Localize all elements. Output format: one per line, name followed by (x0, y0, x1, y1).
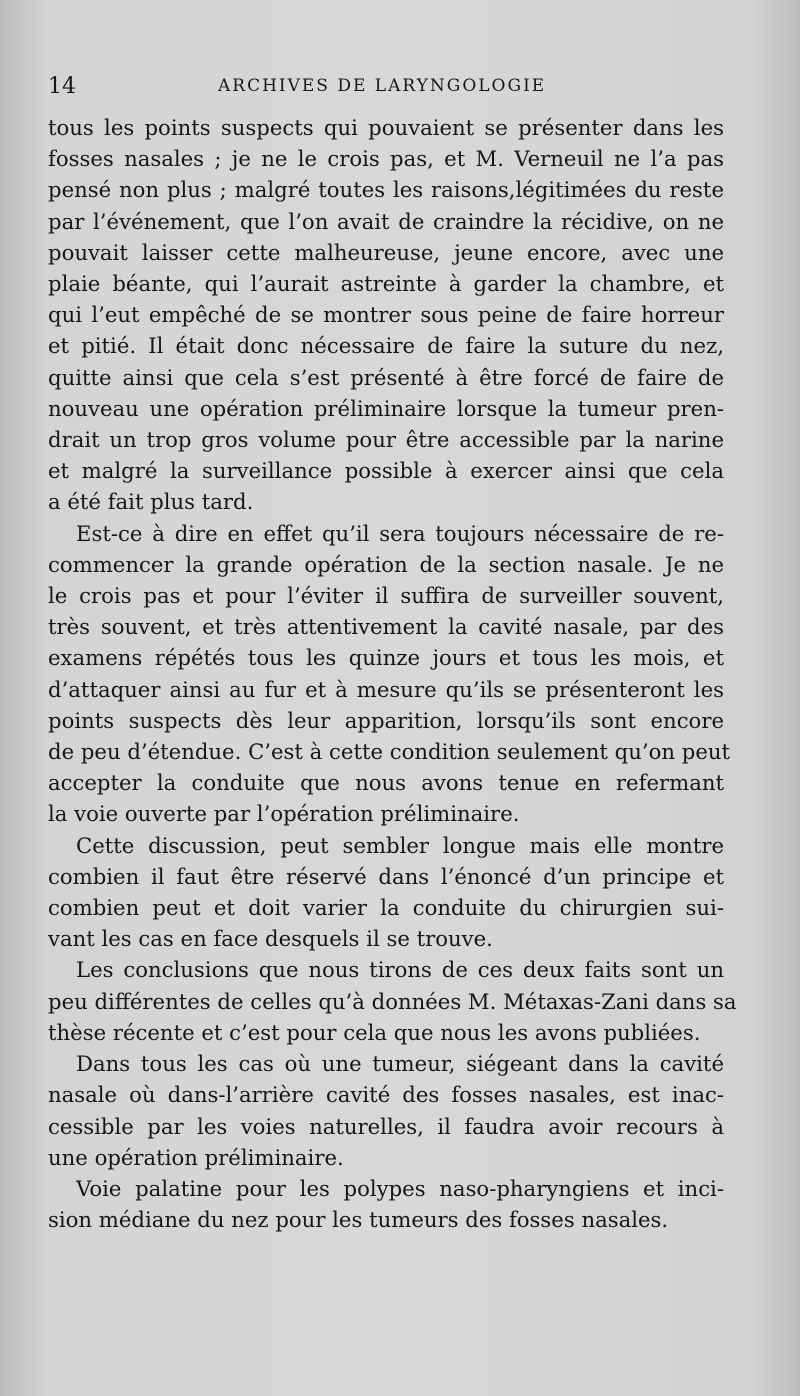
text-line: Dans tous les cas où une tumeur, siégeant dans la cavité (76, 1051, 724, 1077)
paragraph (48, 954, 737, 1048)
text-line: points suspects dès leur apparition, lorsqu’ils sont encore (48, 707, 724, 733)
text-line: thèse récente et c’est pour cela que nous les avons publiées. (48, 1019, 701, 1045)
text-line: pouvait laisser cette malheureuse, jeune encore, avec une (48, 239, 724, 265)
text-line: cessible par les voies naturelles, il faudra avoir recours à (48, 1113, 724, 1139)
text-line: par l’événement, que l’on avait de craindre la récidive, on ne (48, 208, 724, 234)
text-line: pensé non plus ; malgré toutes les raisons,légitimées du reste (48, 177, 724, 203)
text-line: plaie béante, qui l’aurait astreinte à garder la chambre, et (48, 271, 724, 297)
text-line: une opération préliminaire. (48, 1144, 344, 1170)
text-line: accepter la conduite que nous avons tenue en refermant (48, 770, 724, 796)
text-line: combien il faut être réservé dans l’énoncé d’un principe et (48, 863, 724, 889)
journal-title: ARCHIVES DE LARYNGOLOGIE (218, 76, 547, 96)
text-line: tous les points suspects qui pouvaient se présenter dans les (48, 115, 724, 140)
text-line: drait un trop gros volume pour être accessible par la narine (48, 427, 724, 453)
text-line: combien peut et doit varier la conduite du chirurgien sui- (48, 895, 724, 921)
text-line: la voie ouverte par l’opération préliminaire. (48, 801, 520, 827)
text-line: de peu d’étendue. C’est à cette condition seulement qu’on peut (48, 739, 731, 765)
text-line: examens répétés tous les quinze jours et tous les mois, et (48, 645, 724, 671)
paragraph (48, 1048, 724, 1173)
text-line: quitte ainsi que cela s’est présenté à être forcé de faire de (48, 364, 724, 390)
text-line: Les conclusions que nous tirons de ces deux faits sont un (76, 957, 724, 983)
text-line: Cette discussion, peut sembler longue mais elle montre (76, 832, 724, 858)
text-line: le crois pas et pour l’éviter il suffira de surveiller souvent, (48, 583, 724, 609)
paragraph (48, 830, 724, 955)
text-line: nasale où dans-l’arrière cavité des fosses nasales, est inac- (48, 1082, 724, 1108)
text-line: peu différentes de celles qu’à données M. Métaxas-Zani dans sa (48, 988, 737, 1014)
paragraph (48, 518, 731, 830)
text-line: fosses nasales ; je ne le crois pas, et M. Verneuil ne l’a pas (48, 146, 724, 172)
text-line: nouveau une opération préliminaire lorsque la tumeur pren- (48, 395, 724, 421)
text-line: d’attaquer ainsi au fur et à mesure qu’ils se présenteront les (48, 676, 724, 702)
text-line: qui l’eut empêché de se montrer sous peine de faire horreur (48, 302, 724, 328)
text-line: vant les cas en face desquels il se trouve. (48, 926, 493, 952)
text-line: très souvent, et très attentivement la cavité nasale, par des (48, 614, 724, 640)
page-number: 14 (48, 74, 76, 99)
text-line: a été fait plus tard. (48, 489, 254, 515)
body-text (48, 112, 737, 1235)
paragraph (48, 112, 724, 518)
text-line: et malgré la surveillance possible à exercer ainsi que cela (48, 458, 724, 484)
text-line: et pitié. Il était donc nécessaire de faire la suture du nez, (48, 333, 724, 359)
text-line: commencer la grande opération de la section nasale. Je ne (48, 551, 724, 577)
text-line: Est-ce à dire en effet qu’il sera toujours nécessaire de re- (76, 520, 724, 546)
text-line: sion médiane du nez pour les tumeurs des fosses nasales. (48, 1207, 669, 1233)
paragraph (48, 1173, 724, 1235)
text-line: Voie palatine pour les polypes naso-pharyngiens et inci- (76, 1175, 724, 1201)
running-header (48, 70, 740, 104)
